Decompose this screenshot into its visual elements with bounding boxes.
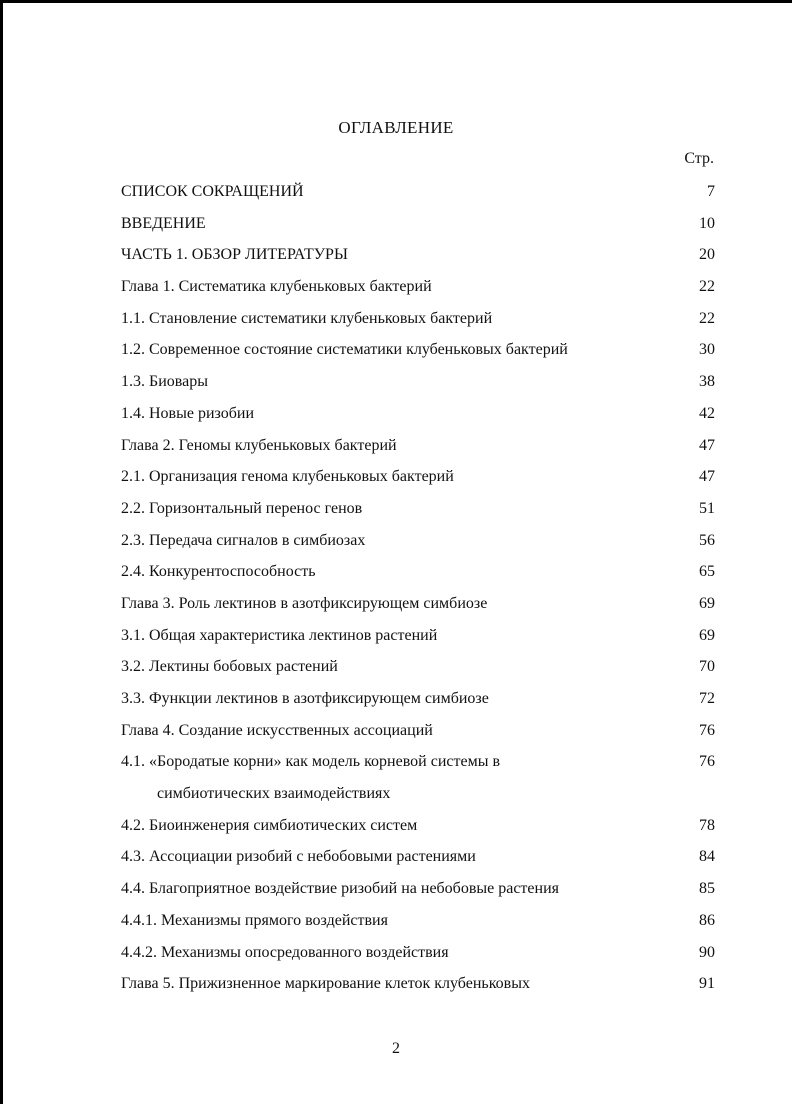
page-number: 2 [392,1040,400,1057]
toc-entry-page: 22 [699,278,715,296]
toc-entry-title: 4.4. Благоприятное воздействие ризобий на небобовые растения [121,880,560,898]
toc-entry-title: 3.1. Общая характеристика лектинов растений [121,626,438,644]
toc-entry [121,493,715,525]
toc-entry-page: 38 [699,373,715,391]
toc-entry [121,841,715,873]
toc-entry [121,271,715,303]
page-title: ОГЛАВЛЕНИЕ [338,118,454,137]
toc-entry-title-continuation: симбиотических взаимодействиях [157,785,391,803]
toc-entry-title: 1.2. Современное состояние систематики клубеньковых бактерий [121,341,568,359]
scan-edge-top [0,0,792,3]
toc-entry-title: 1.1. Становление систематики клубеньковых бактерий [121,309,493,327]
toc-entry-title: 2.4. Конкурентоспособность [121,563,316,581]
toc-entry [121,873,715,905]
toc-entry-title: 2.1. Организация генома клубеньковых бактерий [121,468,454,486]
toc-entry-title: 2.2. Горизонтальный перенос генов [121,499,363,517]
toc-entry-title: 1.3. Биовары [121,373,208,391]
toc-entry-page: 91 [699,975,715,993]
toc-entry-title: Глава 5. Прижизненное маркирование клеток клубеньковых [121,975,530,993]
toc-entry [121,208,715,240]
toc-entry-page: 56 [699,531,715,549]
toc-entry-page: 72 [699,690,715,707]
toc-entry-page: 30 [699,341,715,359]
toc-entry [121,366,715,398]
table-of-contents [121,176,715,1000]
toc-entry [121,525,715,557]
toc-entry-title: 3.3. Функции лектинов в азотфиксирующем симбиозе [121,690,489,707]
toc-entry-page: 20 [699,246,715,264]
toc-entry-title: ЧАСТЬ 1. ОБЗОР ЛИТЕРАТУРЫ [121,246,348,264]
toc-entry-page: 7 [707,183,715,200]
toc-entry-title: 1.4. Новые ризобии [121,404,255,422]
toc-entry-page: 69 [699,594,715,612]
toc-entry-page: 84 [699,848,715,866]
toc-entry-page: 47 [699,468,715,486]
toc-entry [121,651,715,683]
toc-entry [121,715,715,747]
toc-entry-page: 78 [699,816,715,834]
scan-edge-left [0,0,3,1104]
toc-entry [121,176,715,208]
toc-entry [121,905,715,937]
toc-entry-page: 65 [699,563,715,581]
toc-entry [121,334,715,366]
toc-entry [121,810,715,842]
page-column-label: Стр. [684,150,714,167]
toc-entry-title: 4.3. Ассоциации ризобий с небобовыми растениями [121,848,476,866]
toc-entry [121,620,715,652]
toc-entry-page: 70 [699,658,715,676]
toc-entry-title: Глава 1. Систематика клубеньковых бактерий [121,278,432,296]
toc-entry-title: 3.2. Лектины бобовых растений [121,658,338,676]
toc-entry-page: 69 [699,626,715,644]
toc-entry [121,430,715,462]
toc-entry [121,556,715,588]
toc-entry [121,746,715,809]
toc-entry-page: 47 [699,436,715,454]
toc-entry [121,588,715,620]
toc-entry [121,303,715,335]
toc-entry-page: 22 [699,309,715,327]
toc-entry-title: Глава 4. Создание искусственных ассоциаций [121,721,433,739]
toc-entry-page: 90 [699,943,715,961]
toc-entry-title: 2.3. Передача сигналов в симбиозах [121,531,366,549]
toc-entry-page: 76 [699,753,715,771]
toc-entry [121,968,715,1000]
toc-entry-page: 10 [699,214,715,232]
toc-entry-page: 85 [699,880,715,898]
toc-entry-title: Глава 2. Геномы клубеньковых бактерий [121,436,397,454]
toc-entry-page: 76 [699,721,715,739]
toc-entry-title: 4.1. «Бородатые корни» как модель корневой системы в [121,753,500,771]
toc-entry-title: 4.2. Биоинженерия симбиотических систем [121,816,418,834]
toc-entry [121,398,715,430]
toc-entry-title: 4.4.1. Механизмы прямого воздействия [121,911,388,929]
toc-entry [121,461,715,493]
toc-entry-title: ВВЕДЕНИЕ [121,214,206,232]
toc-entry [121,683,715,715]
toc-entry-page: 51 [699,499,715,517]
toc-entry-page: 86 [699,911,715,929]
toc-entry [121,239,715,271]
toc-entry-page: 42 [699,404,715,422]
toc-entry-title: СПИСОК СОКРАЩЕНИЙ [121,183,304,200]
toc-entry [121,937,715,969]
toc-entry-title: 4.4.2. Механизмы опосредованного воздействия [121,943,449,961]
toc-entry-title: Глава 3. Роль лектинов в азотфиксирующем симбиозе [121,594,488,612]
